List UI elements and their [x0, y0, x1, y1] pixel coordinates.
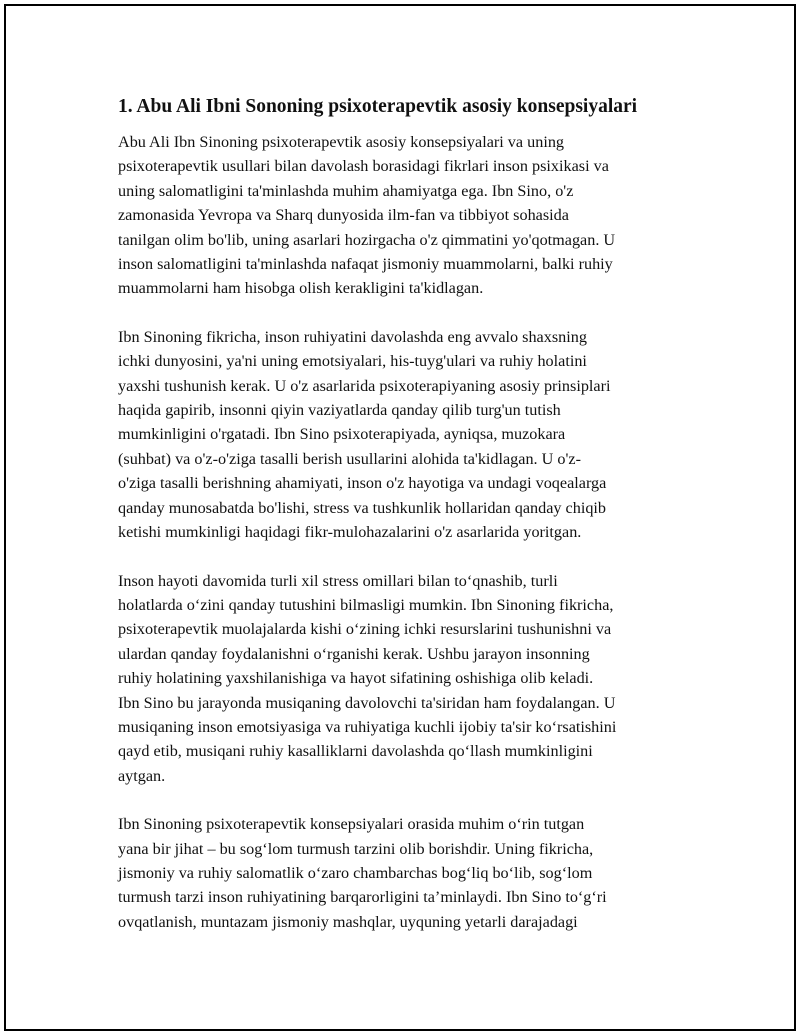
text-line: turmush tarzi inson ruhiyatining barqarorligini ta’minlaydi. Ibn Sino to‘g‘ri [118, 888, 607, 907]
text-line: yana bir jihat – bu sog‘lom turmush tarzini olib borishdir. Uning fikricha, [118, 839, 594, 858]
section-heading: 1. Abu Ali Ibni Sononing psixoterapevtik asosiy konsepsiyalari [118, 96, 638, 117]
text-line: inson salomatligini ta'minlashda nafaqat jismoniy muammolarni, balki ruhiy [118, 255, 613, 274]
text-line: ovqatlanish, muntazam jismoniy mashqlar, uyquning yetarli darajadagi [118, 912, 578, 931]
paragraph [118, 325, 688, 545]
text-line: tanilgan olim bo'lib, uning asarlari hozirgacha o'z qimmatini yo'qotmagan. U [118, 230, 616, 249]
text-line: qanday munosabatda bo'lishi, stress va tushkunlik hollaridan qanday chiqib [118, 498, 607, 517]
text-line: Ibn Sino bu jarayonda musiqaning davolovchi ta'siridan ham foydalangan. U [118, 693, 616, 712]
text-line: ulardan qanday foydalanishni o‘rganishi kerak. Ushbu jarayon insonning [118, 644, 590, 663]
text-line: Inson hayoti davomida turli xil stress omillari bilan to‘qnashib, turli [118, 571, 558, 590]
text-line: ketishi mumkinligi haqidagi fikr-mulohazalarini o'z asarlarida yoritgan. [118, 523, 582, 542]
text-line: Ibn Sinoning psixoterapevtik konsepsiyalari orasida muhim o‘rin tutgan [118, 815, 585, 834]
text-line: psixoterapevtik usullari bilan davolash borasidagi fikrlari inson psixikasi va [118, 157, 609, 176]
paragraph [118, 130, 688, 301]
text-line: (suhbat) va o'z-o'ziga tasalli berish usullarini alohida ta'kidlagan. U o'z- [118, 449, 581, 468]
text-line: ichki dunyosini, ya'ni uning emotsiyalari, his-tuyg'ulari va ruhiy holatini [118, 352, 587, 371]
paragraph-list [118, 130, 688, 934]
text-line: uning salomatligini ta'minlashda muhim ahamiyatga ega. Ibn Sino, o'z [118, 181, 574, 200]
text-line: qayd etib, musiqani ruhiy kasalliklarni davolashda qo‘llash mumkinligini [118, 742, 593, 761]
paragraph [118, 812, 688, 934]
text-line: o'ziga tasalli berishning ahamiyati, inson o'z hayotiga va undagi voqealarga [118, 474, 607, 493]
text-line: ruhiy holatining yaxshilanishiga va hayot sifatining oshishiga olib keladi. [118, 669, 594, 688]
text-line: mumkinligini o'rgatadi. Ibn Sino psixoterapiyada, ayniqsa, muzokara [118, 425, 566, 444]
text-line: Ibn Sinoning fikricha, inson ruhiyatini davolashda eng avvalo shaxsning [118, 327, 587, 346]
text-line: holatlarda o‘zini qanday tutushini bilmasligi mumkin. Ibn Sinoning fikricha, [118, 595, 614, 614]
paragraph [118, 569, 688, 789]
text-line: zamonasida Yevropa va Sharq dunyosida ilm-fan va tibbiyot sohasida [118, 206, 569, 225]
text-line: haqida gapirib, insonni qiyin vaziyatlarda qanday qilib turg'un tutish [118, 401, 561, 420]
text-line: Abu Ali Ibn Sinoning psixoterapevtik asosiy konsepsiyalari va uning [118, 133, 565, 151]
text-line: jismoniy va ruhiy salomatlik o‘zaro chambarchas bog‘liq bo‘lib, sog‘lom [118, 863, 593, 882]
document-body [118, 94, 688, 958]
text-line: yaxshi tushunish kerak. U o'z asarlarida psixoterapiyaning asosiy prinsiplari [118, 376, 611, 395]
text-line: muammolarni ham hisobga olish kerakligini ta'kidlagan. [118, 279, 484, 298]
text-line: musiqaning inson emotsiyasiga va ruhiyatiga kuchli ijobiy ta'sir ko‘rsatishini [118, 717, 617, 736]
text-line: aytgan. [118, 766, 166, 785]
text-line: psixoterapevtik muolajalarda kishi o‘zining ichki resurslarini tushunishni va [118, 620, 612, 639]
